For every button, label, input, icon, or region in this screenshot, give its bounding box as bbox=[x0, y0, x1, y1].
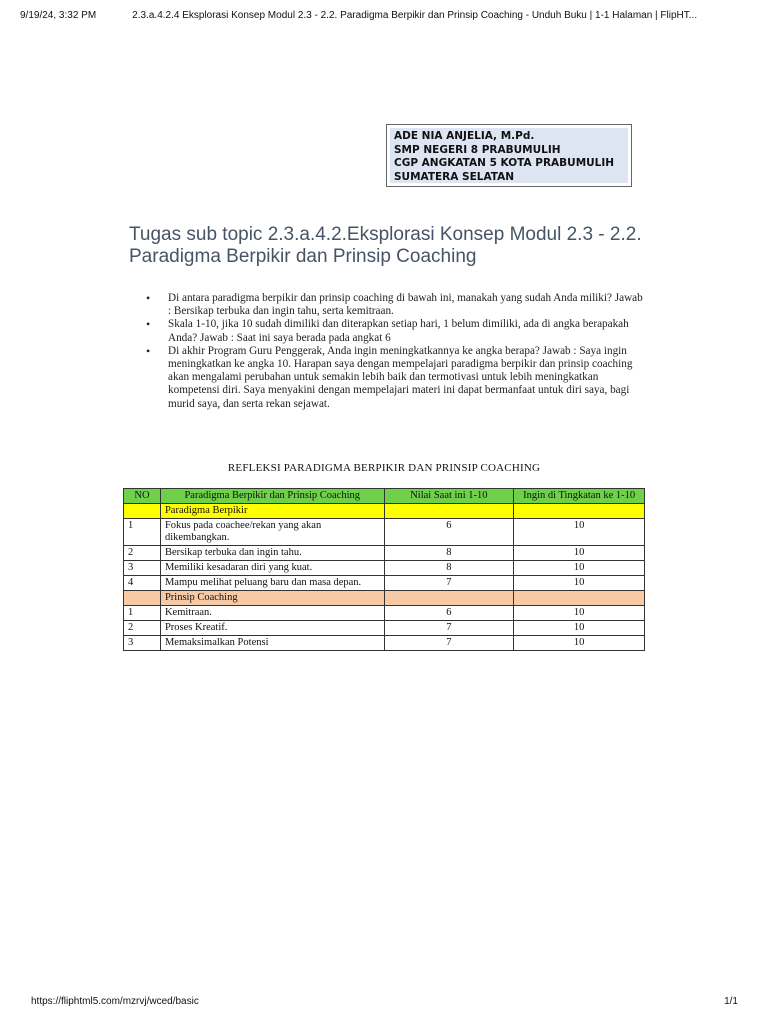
author-region: SUMATERA SELATAN bbox=[394, 170, 515, 183]
cell-current: 8 bbox=[384, 546, 514, 561]
header-current-score: Nilai Saat ini 1-10 bbox=[384, 489, 514, 504]
print-url: https://fliphtml5.com/mzrvj/wced/basic bbox=[31, 996, 199, 1007]
print-footer bbox=[31, 996, 738, 1007]
author-batch: CGP ANGKATAN 5 KOTA PRABUMULIH bbox=[394, 157, 615, 169]
section-label: Paradigma Berpikir bbox=[160, 504, 384, 519]
print-page-title: 2.3.a.4.2.4 Eksplorasi Konsep Modul 2.3 - 2.2. Paradigma Berpikir dan Prinsip Coaching - Unduh Buku | 1-1 Halaman | FlipHT... bbox=[132, 10, 698, 21]
table-row bbox=[124, 561, 645, 576]
table-row bbox=[124, 636, 645, 651]
print-page-number: 1/1 bbox=[724, 996, 738, 1007]
cell-target: 10 bbox=[514, 561, 645, 576]
cell-aspect: Mampu melihat peluang baru dan masa depan. bbox=[160, 576, 384, 591]
table-row bbox=[124, 621, 645, 636]
cell-current: 6 bbox=[384, 519, 514, 546]
print-datetime: 9/19/24, 3:32 PM bbox=[20, 10, 97, 21]
print-header bbox=[20, 10, 748, 21]
cell-current: 8 bbox=[384, 561, 514, 576]
author-info-box bbox=[386, 124, 632, 187]
cell-no: 2 bbox=[124, 621, 161, 636]
cell-target: 10 bbox=[514, 519, 645, 546]
header-aspect: Paradigma Berpikir dan Prinsip Coaching bbox=[160, 489, 384, 504]
question-item: • Di antara paradigma berpikir dan prinsip coaching di bawah ini, manakah yang sudah Anda miliki? Jawab : Bersikap terbuka dan ingin tahu, serta kemitraan. bbox=[146, 292, 646, 318]
cell-current: 7 bbox=[384, 636, 514, 651]
cell-target: 10 bbox=[514, 606, 645, 621]
cell-aspect: Kemitraan. bbox=[160, 606, 384, 621]
cell-no: 1 bbox=[124, 606, 161, 621]
cell-target: 10 bbox=[514, 546, 645, 561]
cell-target: 10 bbox=[514, 621, 645, 636]
cell-aspect: Fokus pada coachee/rekan yang akan dikembangkan. bbox=[160, 519, 384, 546]
table-row bbox=[124, 519, 645, 546]
section-label: Prinsip Coaching bbox=[160, 591, 384, 606]
table-row bbox=[124, 546, 645, 561]
author-school: SMP NEGERI 8 PRABUMULIH bbox=[394, 143, 561, 156]
cell-aspect: Memaksimalkan Potensi bbox=[160, 636, 384, 651]
table-row bbox=[124, 576, 645, 591]
author-name: ADE NIA ANJELIA, M.Pd. bbox=[394, 130, 535, 142]
table-row bbox=[124, 606, 645, 621]
cell-no: 4 bbox=[124, 576, 161, 591]
table-header-row bbox=[124, 489, 645, 504]
cell-no: 3 bbox=[124, 561, 161, 576]
cell-no: 1 bbox=[124, 519, 161, 546]
cell-no: 2 bbox=[124, 546, 161, 561]
header-target-score: Ingin di Tingkatan ke 1-10 bbox=[514, 489, 645, 504]
section-row bbox=[124, 504, 645, 519]
cell-aspect: Memiliki kesadaran diri yang kuat. bbox=[160, 561, 384, 576]
header-no: NO bbox=[124, 489, 161, 504]
question-item: • Skala 1-10, jika 10 sudah dimiliki dan diterapkan setiap hari, 1 belum dimiliki, ada di angka berapakah Anda? Jawab : Saat ini saya berada pada angkat 6 bbox=[146, 318, 646, 344]
reflection-table bbox=[123, 488, 645, 651]
cell-target: 10 bbox=[514, 576, 645, 591]
document-title: Tugas sub topic 2.3.a.4.2.Eksplorasi Konsep Modul 2.3 - 2.2. Paradigma Berpikir dan Prinsip Coaching bbox=[129, 224, 642, 267]
section-row bbox=[124, 591, 645, 606]
cell-target: 10 bbox=[514, 636, 645, 651]
table-title: REFLEKSI PARADIGMA BERPIKIR DAN PRINSIP COACHING bbox=[227, 462, 541, 474]
cell-current: 6 bbox=[384, 606, 514, 621]
question-list bbox=[146, 292, 646, 411]
cell-no: 3 bbox=[124, 636, 161, 651]
cell-aspect: Bersikap terbuka dan ingin tahu. bbox=[160, 546, 384, 561]
cell-current: 7 bbox=[384, 621, 514, 636]
cell-aspect: Proses Kreatif. bbox=[160, 621, 384, 636]
question-item: • Di akhir Program Guru Penggerak, Anda ingin meningkatkannya ke angka berapa? Jawab : Saya ingin meningkatkan ke angka 10. Harapan saya dengan mempelajari paradigma berpikir dan prinsip coaching akan mengalami perubahan untuk semakin lebih baik dan termotivasi untuk lebih meningkatkan kompetensi diri. Saya menyakini dengan mempelajari materi ini dapat bermanfaat untuk diri saya, bagi murid saya, dan serta rekan sejawat. bbox=[146, 345, 646, 411]
cell-current: 7 bbox=[384, 576, 514, 591]
